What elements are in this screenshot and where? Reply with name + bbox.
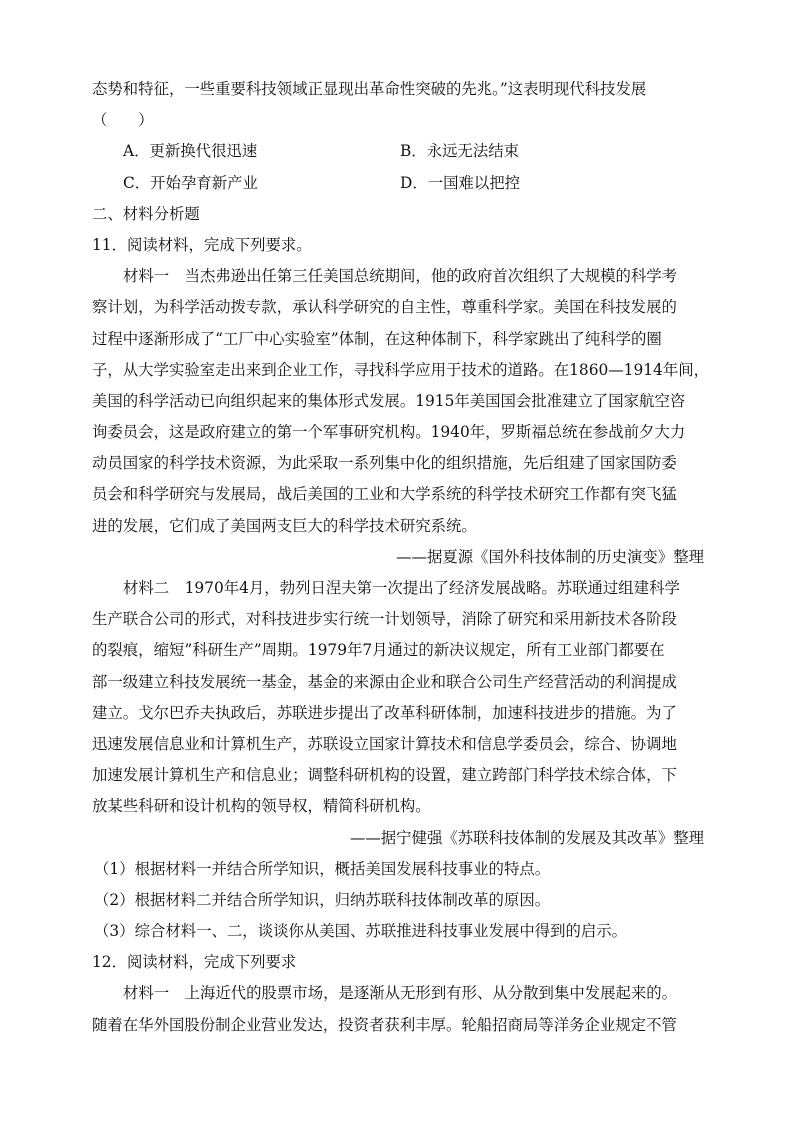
q11-title: 11．阅读材料，完成下列要求。 — [92, 235, 312, 254]
material-line: 的裂痕，缩短”科研生产”周期。1979年7月通过的新决议规定，所有工业部门都要在 — [92, 641, 665, 660]
q11-subquestion-3: （3）综合材料一、二，谈谈你从美国、苏联推进科技事业发展中得到的启示。 — [94, 922, 628, 941]
material-line: 动员国家的科学技术资源，为此采取一系列集中化的组织措施，先后组建了国家国防委 — [92, 454, 677, 473]
material-line: 放某些科研和设计机构的领导权，精简科研机构。 — [92, 797, 431, 816]
q11-source-1: ——据夏源《国外科技体制的历史演变》整理 — [396, 547, 704, 566]
material-line: 材料一 上海近代的股票市场，是逐渐从无形到有形、从分散到集中发展起来的。 — [123, 984, 678, 1003]
q11-source-2: ——据宁健强《苏联科技体制的发展及其改革》整理 — [350, 828, 704, 847]
material-line: 询委员会，这是政府建立的第一个军事研究机构。1940年，罗斯福总统在参战前夕大力 — [92, 423, 686, 442]
material-line: 迅速发展信息业和计算机生产，苏联设立国家计算技术和信息学委员会，综合、协调地 — [92, 734, 677, 753]
q10-option-a: A．更新换代很迅速 — [123, 142, 258, 161]
q10-options-row-1 — [92, 136, 704, 167]
material-line: 材料二 1970年4月，勃列日涅夫第一次提出了经济发展战略。苏联通过组建科学 — [123, 579, 680, 597]
q11-subquestion-1: （1）根据材料一并结合所学知识，概括美国发展科技事业的特点。 — [94, 859, 551, 878]
q10-answer-bracket: （ ） — [92, 111, 154, 130]
q11-material-1 — [92, 261, 710, 542]
material-line: 员会和科学研究与发展局，战后美国的工业和大学系统的科学技术研究工作都有突飞猛 — [92, 485, 677, 504]
material-line: 部一级建立科技发展统一基金，基金的来源由企业和联合公司生产经营活动的利润提成 — [92, 672, 677, 691]
material-line: 加速发展计算机生产和信息业；调整科研机构的设置，建立跨部门科学技术综合体，下 — [92, 766, 677, 785]
material-line: 生产联合公司的形式，对科技进步实行统一计划领导，消除了研究和采用新技术各阶段 — [92, 610, 677, 629]
q10-text-line: 态势和特征，一些重要科技领域正显现出革命性突破的先兆。”这表明现代科技发展 — [92, 80, 647, 98]
q12-title: 12．阅读材料，完成下列要求 — [92, 953, 297, 972]
q11-subquestion-2: （2）根据材料二并结合所学知识，归纳苏联科技体制改革的原因。 — [94, 890, 551, 909]
material-line: 材料一 当杰弗逊出任第三任美国总统期间，他的政府首次组织了大规模的科学考 — [123, 267, 678, 286]
q10-option-d: D．一国难以把控 — [400, 173, 521, 192]
material-line: 美国的科学活动已向组织起来的集体形式发展。1915年美国国会批准建立了国家航空咨 — [92, 391, 686, 410]
material-line: 进的发展，它们成了美国两支巨大的科学技术研究系统。 — [92, 516, 477, 535]
section-title: 二、材料分析题 — [92, 204, 200, 223]
q12-material-1 — [92, 978, 704, 1040]
q10-option-c: C．开始孕育新产业 — [123, 173, 258, 192]
q11-material-2 — [92, 573, 704, 823]
material-line: 子，从大学实验室走出来到企业工作，寻找科学应用于技术的道路。在1860—1914年间， — [92, 360, 710, 379]
material-line: 过程中逐渐形成了“工厂中心实验室”体制，在这种体制下，科学家跳出了纯科学的圈 — [92, 329, 662, 348]
material-line: 建立。戈尔巴乔夫执政后，苏联进步提出了改革科研体制，加速科技进步的措施。为了 — [92, 703, 677, 722]
document-page — [92, 74, 710, 1041]
q10-options-row-2 — [92, 168, 704, 199]
material-line: 察计划，为科学活动拨专款，承认科学研究的自主性，尊重科学家。美国在科技发展的 — [92, 298, 677, 317]
material-line: 随着在华外国股份制企业营业发达，投资者获利丰厚。轮船招商局等洋务企业规定不管 — [92, 1015, 677, 1034]
q10-option-b: B．永远无法结束 — [400, 142, 520, 161]
